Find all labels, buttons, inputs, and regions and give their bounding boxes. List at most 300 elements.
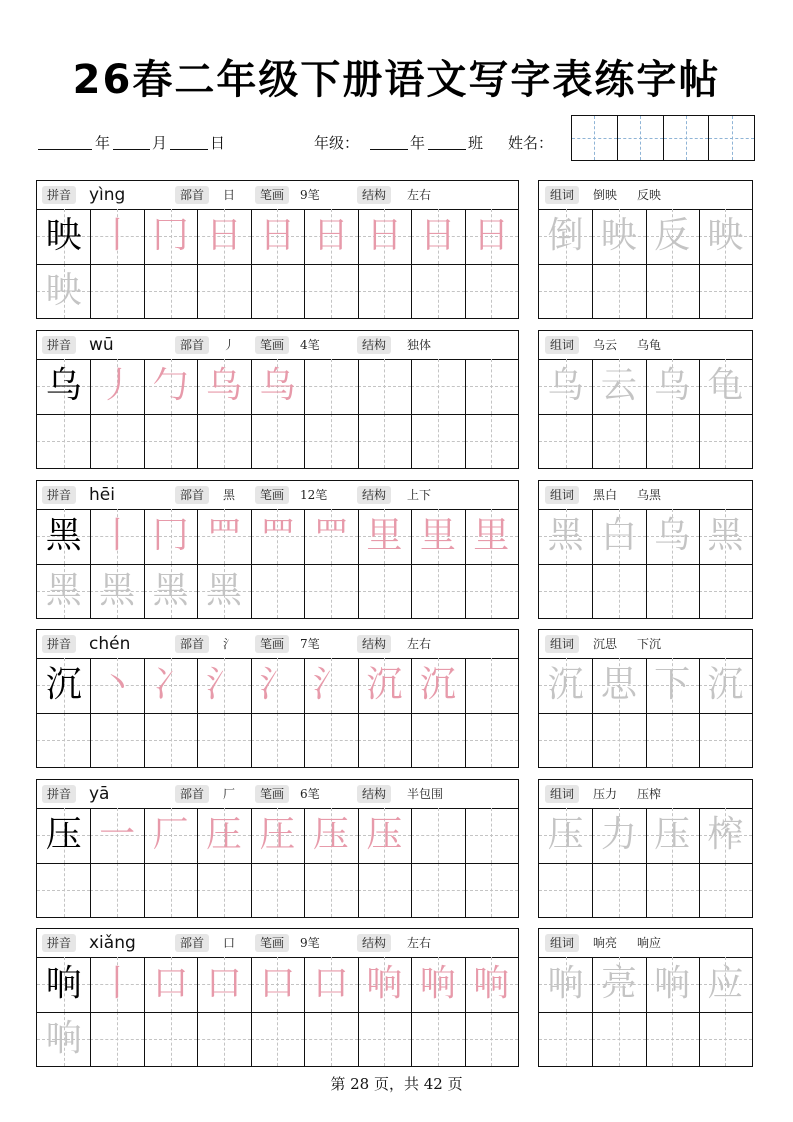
word-cell[interactable] (539, 957, 592, 1012)
radical-value: 日 (223, 188, 236, 202)
writing-cell[interactable] (358, 863, 411, 918)
word-cell[interactable] (592, 1012, 645, 1067)
word-cell[interactable] (646, 564, 699, 619)
structure-value: 左右 (407, 637, 432, 651)
word-cell[interactable] (592, 564, 645, 619)
word-cell[interactable] (592, 209, 645, 264)
writing-cell[interactable] (90, 863, 143, 918)
grid-line (539, 1012, 752, 1013)
word-cell[interactable] (699, 564, 752, 619)
stroke-step-char: 沉 (366, 664, 403, 705)
trace-character: 映 (45, 269, 82, 311)
writing-cell[interactable] (411, 808, 464, 863)
stroke-step (144, 509, 197, 564)
word-cell[interactable] (699, 658, 752, 713)
writing-cell[interactable] (90, 264, 143, 319)
writing-cell[interactable] (411, 863, 464, 918)
stroke-step-char: 日 (312, 215, 349, 256)
stroke-step (304, 808, 357, 863)
radical-value: 口 (223, 936, 236, 950)
writing-cell[interactable] (411, 713, 464, 768)
grid-line (539, 713, 752, 714)
model-character: 沉 (45, 664, 82, 705)
stroke-step (144, 359, 197, 414)
stroke-step-char: 丶 (99, 664, 136, 705)
word-cell[interactable] (539, 209, 592, 264)
writing-cell[interactable] (465, 957, 518, 1012)
writing-cell[interactable] (304, 1012, 357, 1067)
stroke-step (358, 957, 411, 1012)
name-grid[interactable] (571, 115, 755, 161)
structure-value: 独体 (407, 338, 432, 352)
char-practice-box (36, 180, 519, 319)
writing-cell[interactable] (304, 957, 357, 1012)
stroke-step (358, 209, 411, 264)
pinyin-value: yìng (89, 185, 126, 205)
stroke-step (197, 209, 250, 264)
writing-cell[interactable] (358, 414, 411, 469)
stroke-step (90, 359, 143, 414)
stroke-step-char: 圧 (259, 814, 296, 855)
word-trace-character: 沉 (547, 664, 584, 705)
word-cell[interactable] (699, 264, 752, 319)
writing-cell[interactable] (465, 264, 518, 319)
writing-cell[interactable] (144, 264, 197, 319)
name-cell[interactable] (664, 116, 710, 160)
word-cell[interactable] (539, 359, 592, 414)
stroke-step-char: 响 (366, 963, 403, 1004)
word-trace-character: 压 (654, 814, 691, 855)
word-cell[interactable] (539, 713, 592, 768)
char-practice-box (36, 779, 519, 918)
word-item: 反映 (637, 188, 662, 202)
word-cell[interactable] (699, 713, 752, 768)
stroke-step (304, 509, 357, 564)
words-chip: 组词 (545, 336, 579, 354)
word-cell[interactable] (646, 509, 699, 564)
writing-cell[interactable] (465, 1012, 518, 1067)
writing-cell[interactable] (90, 509, 143, 564)
word-trace-character: 响 (654, 963, 691, 1004)
word-practice-box (538, 629, 753, 768)
writing-cell[interactable] (90, 957, 143, 1012)
word-trace-character: 黑 (547, 515, 584, 556)
writing-cell[interactable] (358, 957, 411, 1012)
writing-cell[interactable] (197, 209, 250, 264)
writing-cell[interactable] (304, 808, 357, 863)
word-trace-character: 力 (600, 814, 637, 855)
stroke-step (465, 957, 518, 1012)
word-cell[interactable] (539, 1012, 592, 1067)
stroke-step (90, 209, 143, 264)
writing-cell[interactable] (37, 1012, 90, 1067)
stroke-step (144, 658, 197, 713)
word-cell[interactable] (699, 209, 752, 264)
writing-cell[interactable] (144, 564, 197, 619)
writing-cell[interactable] (37, 863, 90, 918)
word-cell[interactable] (539, 264, 592, 319)
word-cell[interactable] (699, 359, 752, 414)
trace-character: 黑 (206, 569, 243, 611)
char-info-header (37, 481, 518, 510)
writing-cell[interactable] (465, 713, 518, 768)
writing-cell[interactable] (411, 414, 464, 469)
writing-cell[interactable] (251, 808, 304, 863)
writing-grid (37, 209, 518, 318)
radical-chip: 部首 (175, 486, 209, 504)
writing-cell[interactable] (37, 713, 90, 768)
strokes-value: 7笔 (300, 637, 320, 651)
pinyin-value: yā (89, 784, 110, 804)
writing-cell[interactable] (37, 359, 90, 414)
writing-cell[interactable] (197, 957, 250, 1012)
word-cell[interactable] (592, 957, 645, 1012)
stroke-step-char: 一 (99, 814, 136, 855)
day-blank[interactable] (170, 149, 208, 150)
stroke-step (90, 808, 143, 863)
writing-cell[interactable] (197, 713, 250, 768)
pinyin-value: wū (89, 335, 114, 355)
writing-cell[interactable] (465, 808, 518, 863)
writing-cell[interactable] (465, 658, 518, 713)
stroke-step-char: 里 (366, 515, 403, 556)
stroke-step (304, 209, 357, 264)
word-cell[interactable] (646, 957, 699, 1012)
writing-cell[interactable] (411, 209, 464, 264)
writing-cell[interactable] (197, 1012, 250, 1067)
writing-cell[interactable] (197, 359, 250, 414)
writing-cell[interactable] (37, 808, 90, 863)
writing-cell[interactable] (251, 1012, 304, 1067)
writing-grid (37, 509, 518, 618)
word-cell[interactable] (699, 509, 752, 564)
word-item: 黑白 (593, 488, 618, 502)
grid-line (539, 863, 752, 864)
strokes-chip: 笔画 (255, 934, 289, 952)
writing-cell[interactable] (465, 414, 518, 469)
writing-cell[interactable] (251, 713, 304, 768)
writing-cell[interactable] (411, 564, 464, 619)
char-practice-box (36, 629, 519, 768)
strokes-value: 9笔 (300, 188, 320, 202)
stroke-step (358, 808, 411, 863)
writing-cell[interactable] (251, 863, 304, 918)
name-cell[interactable] (618, 116, 664, 160)
strokes-chip: 笔画 (255, 336, 289, 354)
radical-chip: 部首 (175, 186, 209, 204)
pinyin-chip: 拼音 (42, 635, 76, 653)
stroke-step-char: 丨 (99, 215, 136, 256)
stroke-step (251, 359, 304, 414)
writing-cell[interactable] (304, 209, 357, 264)
month-label: 月 (152, 134, 168, 152)
word-cell[interactable] (646, 808, 699, 863)
grade-year-blank[interactable] (370, 149, 408, 150)
writing-cell[interactable] (197, 863, 250, 918)
writing-cell[interactable] (251, 414, 304, 469)
month-blank[interactable] (113, 149, 150, 150)
writing-cell[interactable] (37, 509, 90, 564)
writing-cell[interactable] (197, 509, 250, 564)
writing-cell[interactable] (251, 564, 304, 619)
writing-cell[interactable] (411, 658, 464, 713)
writing-cell[interactable] (411, 264, 464, 319)
word-cell[interactable] (699, 808, 752, 863)
writing-cell[interactable] (144, 957, 197, 1012)
writing-cell[interactable] (251, 658, 304, 713)
word-cell[interactable] (646, 359, 699, 414)
trace-character: 黑 (45, 569, 82, 611)
words-chip: 组词 (545, 785, 579, 803)
writing-cell[interactable] (197, 658, 250, 713)
word-cell[interactable] (592, 808, 645, 863)
writing-cell[interactable] (37, 414, 90, 469)
name-cell[interactable] (709, 116, 754, 160)
writing-cell[interactable] (411, 1012, 464, 1067)
radical-value: 厂 (223, 787, 236, 801)
word-cell[interactable] (646, 264, 699, 319)
writing-grid (37, 808, 518, 917)
word-trace-character: 压 (547, 814, 584, 855)
writing-cell[interactable] (465, 509, 518, 564)
stroke-step-char: 里 (473, 515, 510, 556)
word-cell[interactable] (539, 808, 592, 863)
writing-cell[interactable] (197, 808, 250, 863)
stroke-step-char: 丿 (99, 365, 136, 406)
structure-chip: 结构 (357, 934, 391, 952)
stroke-step (358, 658, 411, 713)
writing-cell[interactable] (90, 209, 143, 264)
word-cell[interactable] (592, 264, 645, 319)
writing-cell[interactable] (411, 359, 464, 414)
word-cell[interactable] (539, 509, 592, 564)
writing-cell[interactable] (465, 564, 518, 619)
word-cell[interactable] (592, 509, 645, 564)
word-cell[interactable] (646, 658, 699, 713)
words-chip: 组词 (545, 934, 579, 952)
strokes-value: 12笔 (300, 488, 328, 502)
writing-cell[interactable] (90, 1012, 143, 1067)
writing-cell[interactable] (465, 359, 518, 414)
word-cell[interactable] (539, 564, 592, 619)
grid-line (539, 414, 752, 415)
word-cell[interactable] (646, 209, 699, 264)
writing-cell[interactable] (251, 957, 304, 1012)
word-trace-character: 下 (654, 664, 691, 705)
word-trace-character: 白 (600, 515, 637, 556)
word-writing-grid (539, 658, 752, 767)
stroke-step-char: 日 (366, 215, 403, 256)
writing-cell[interactable] (304, 509, 357, 564)
grid-line (539, 264, 752, 265)
class-label: 班 (468, 134, 484, 152)
writing-cell[interactable] (90, 564, 143, 619)
name-label: 姓名： (508, 134, 554, 152)
stroke-step-char: 丨 (99, 515, 136, 556)
writing-cell[interactable] (197, 564, 250, 619)
word-trace-character: 乌 (654, 365, 691, 406)
writing-cell[interactable] (304, 658, 357, 713)
writing-cell[interactable] (90, 359, 143, 414)
strokes-chip: 笔画 (255, 785, 289, 803)
stroke-step (197, 359, 250, 414)
writing-cell[interactable] (144, 658, 197, 713)
word-cell[interactable] (699, 414, 752, 469)
stroke-step (304, 658, 357, 713)
word-header (539, 630, 752, 659)
word-cell[interactable] (592, 359, 645, 414)
stroke-step-char: 日 (206, 215, 243, 256)
writing-cell[interactable] (251, 264, 304, 319)
model-character: 乌 (45, 365, 82, 406)
writing-cell[interactable] (304, 414, 357, 469)
strokes-value: 4笔 (300, 338, 320, 352)
writing-cell[interactable] (304, 863, 357, 918)
writing-cell[interactable] (197, 264, 250, 319)
stroke-step-char: 圧 (206, 814, 243, 855)
writing-cell[interactable] (358, 209, 411, 264)
grid-line (539, 564, 752, 565)
writing-cell[interactable] (465, 863, 518, 918)
word-cell[interactable] (646, 1012, 699, 1067)
page-title: 26春二年级下册语文写字表练字帖 (72, 57, 721, 103)
stroke-step (465, 209, 518, 264)
writing-cell[interactable] (358, 713, 411, 768)
stroke-step-char: 沉 (419, 664, 456, 705)
word-cell[interactable] (646, 863, 699, 918)
word-trace-character: 响 (547, 963, 584, 1004)
writing-cell[interactable] (304, 264, 357, 319)
writing-cell[interactable] (144, 414, 197, 469)
word-cell[interactable] (592, 713, 645, 768)
word-practice-box (538, 330, 753, 469)
writing-cell[interactable] (358, 1012, 411, 1067)
writing-cell[interactable] (358, 359, 411, 414)
writing-cell[interactable] (37, 658, 90, 713)
word-cell[interactable] (539, 658, 592, 713)
writing-cell[interactable] (411, 957, 464, 1012)
writing-cell[interactable] (144, 1012, 197, 1067)
writing-cell[interactable] (304, 564, 357, 619)
class-blank[interactable] (428, 149, 466, 150)
pinyin-chip: 拼音 (42, 785, 76, 803)
char-info-header (37, 630, 518, 659)
writing-cell[interactable] (37, 957, 90, 1012)
writing-cell[interactable] (358, 264, 411, 319)
word-cell[interactable] (592, 414, 645, 469)
word-trace-character: 龟 (707, 365, 744, 406)
stroke-step-char: 口 (259, 963, 296, 1004)
pinyin-chip: 拼音 (42, 934, 76, 952)
word-trace-character: 黑 (707, 515, 744, 556)
writing-cell[interactable] (251, 209, 304, 264)
writing-cell[interactable] (144, 713, 197, 768)
stroke-step (251, 509, 304, 564)
writing-cell[interactable] (304, 359, 357, 414)
writing-cell[interactable] (144, 359, 197, 414)
writing-cell[interactable] (90, 808, 143, 863)
writing-cell[interactable] (37, 209, 90, 264)
writing-cell[interactable] (37, 564, 90, 619)
writing-cell[interactable] (411, 509, 464, 564)
writing-cell[interactable] (90, 713, 143, 768)
model-character: 黑 (45, 515, 82, 556)
strokes-chip: 笔画 (255, 635, 289, 653)
word-cell[interactable] (539, 414, 592, 469)
writing-cell[interactable] (37, 264, 90, 319)
stroke-step-char: 口 (312, 963, 349, 1004)
writing-cell[interactable] (358, 564, 411, 619)
word-trace-character: 乌 (547, 365, 584, 406)
writing-cell[interactable] (358, 509, 411, 564)
name-cell[interactable] (572, 116, 618, 160)
word-item: 响应 (637, 936, 662, 950)
writing-cell[interactable] (304, 713, 357, 768)
word-cell[interactable] (646, 713, 699, 768)
writing-cell[interactable] (90, 658, 143, 713)
word-cell[interactable] (646, 414, 699, 469)
stroke-step-char: 冫 (152, 664, 189, 705)
writing-cell[interactable] (465, 209, 518, 264)
word-cell[interactable] (592, 658, 645, 713)
writing-cell[interactable] (144, 209, 197, 264)
stroke-step (144, 957, 197, 1012)
char-info-header (37, 780, 518, 809)
structure-value: 左右 (407, 936, 432, 950)
trace-character: 黑 (99, 569, 136, 611)
strokes-value: 9笔 (300, 936, 320, 950)
stroke-step-char: 冂 (152, 215, 189, 256)
writing-cell[interactable] (251, 359, 304, 414)
writing-cell[interactable] (90, 414, 143, 469)
stroke-step (90, 509, 143, 564)
word-cell[interactable] (699, 1012, 752, 1067)
writing-cell[interactable] (251, 509, 304, 564)
char-info-header (37, 929, 518, 958)
radical-value: 氵 (223, 637, 236, 651)
radical-value: 黑 (223, 488, 236, 502)
stroke-step-char: 日 (259, 215, 296, 256)
word-cell[interactable] (539, 863, 592, 918)
word-practice-box (538, 928, 753, 1067)
word-cell[interactable] (592, 863, 645, 918)
word-item: 压榨 (637, 787, 662, 801)
writing-cell[interactable] (358, 658, 411, 713)
word-cell[interactable] (699, 863, 752, 918)
structure-value: 半包围 (407, 787, 444, 801)
writing-cell[interactable] (358, 808, 411, 863)
structure-chip: 结构 (357, 785, 391, 803)
trace-character: 响 (45, 1017, 82, 1059)
char-practice-box (36, 480, 519, 619)
year-blank[interactable] (38, 149, 92, 150)
pinyin-chip: 拼音 (42, 486, 76, 504)
stroke-step (197, 957, 250, 1012)
trace-character: 黑 (152, 569, 189, 611)
word-cell[interactable] (699, 957, 752, 1012)
word-writing-grid (539, 808, 752, 917)
writing-cell[interactable] (144, 509, 197, 564)
writing-cell[interactable] (144, 808, 197, 863)
writing-cell[interactable] (144, 863, 197, 918)
page-footer: 第 28 页，共 42 页 (330, 1075, 463, 1093)
pinyin-chip: 拼音 (42, 336, 76, 354)
word-item: 压力 (593, 787, 618, 801)
word-trace-character: 思 (600, 664, 637, 705)
writing-cell[interactable] (197, 414, 250, 469)
word-header (539, 929, 752, 958)
stroke-step (251, 808, 304, 863)
